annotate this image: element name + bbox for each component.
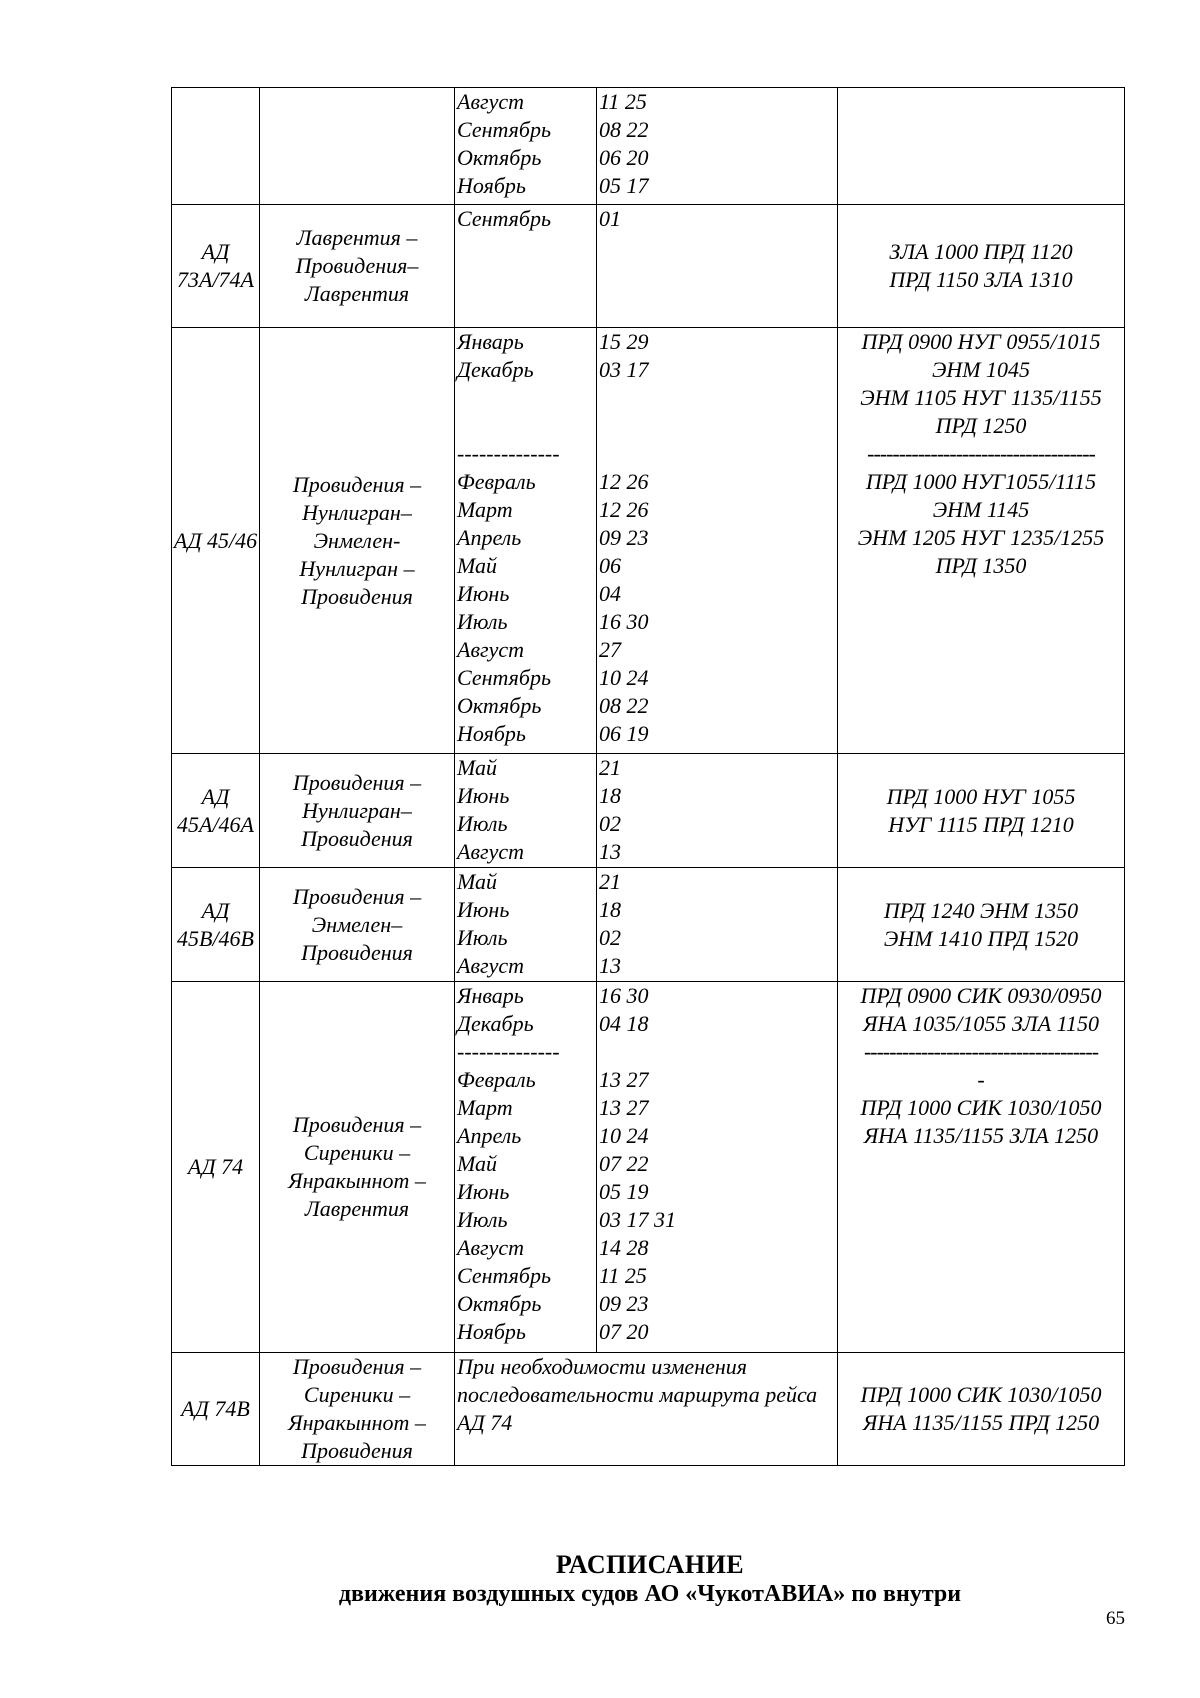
day-values: 08 22 <box>599 117 649 142</box>
flight-dates <box>455 754 838 868</box>
month-label: Февраль <box>457 1067 536 1092</box>
day-values: 10 24 <box>599 665 649 690</box>
time-line: ПРД 1350 <box>935 553 1027 578</box>
month-label: Январь <box>457 983 524 1008</box>
time-line: ПРД 1150 ЗЛА 1310 <box>889 267 1073 292</box>
schedule-row <box>172 982 1125 1353</box>
flight-times <box>838 982 1125 1353</box>
flight-code: АД 74 <box>172 982 260 1353</box>
day-values: 05 17 <box>599 173 649 198</box>
time-line: ЭНМ 1410 ПРД 1520 <box>883 925 1079 951</box>
month-label: Ноябрь <box>457 721 526 746</box>
schedule-row <box>172 88 1125 205</box>
month-label: Октябрь <box>457 145 542 170</box>
month-label: Май <box>457 755 498 780</box>
day-values: 07 20 <box>599 1319 649 1344</box>
flight-route: Провидения – Сиреники – Янракыннот – Провидения <box>260 1353 455 1466</box>
month-label: Октябрь <box>457 1291 542 1316</box>
flight-code <box>172 88 260 205</box>
month-label: Апрель <box>457 525 522 550</box>
month-label: Июнь <box>457 1179 510 1204</box>
schedule-row <box>172 205 1125 328</box>
day-values <box>599 440 837 468</box>
dates-grid <box>455 205 837 327</box>
days-column <box>597 205 837 327</box>
schedule-row <box>172 1353 1125 1466</box>
month-label: -------------- <box>457 441 560 466</box>
day-values: 04 18 <box>599 1011 649 1036</box>
month-label: Август <box>457 839 524 864</box>
month-label <box>457 412 596 440</box>
day-values: 09 23 <box>599 1291 649 1316</box>
flight-times <box>838 205 1125 328</box>
flight-dates <box>455 868 838 982</box>
time-line: ПРД 1000 НУГ1055/1115 <box>865 469 1097 494</box>
month-label: Июнь <box>457 897 510 922</box>
day-values: 06 19 <box>599 721 649 746</box>
month-label: -------------- <box>457 1039 560 1064</box>
month-label: Август <box>457 1235 524 1260</box>
day-values: 13 27 <box>599 1095 649 1120</box>
day-values: 13 <box>599 953 621 978</box>
day-values: 21 <box>599 755 621 780</box>
flight-code: АД 45В/46В <box>172 868 260 982</box>
flight-times <box>838 88 1125 205</box>
day-values: 09 23 <box>599 525 649 550</box>
day-values: 16 30 <box>599 609 649 634</box>
flight-dates <box>455 982 838 1353</box>
day-values <box>599 412 837 440</box>
day-values: 03 17 31 <box>599 1207 676 1232</box>
day-values: 04 <box>599 581 621 606</box>
month-label: Июль <box>457 1207 508 1232</box>
dates-grid <box>455 868 837 981</box>
month-label: Апрель <box>457 1123 522 1148</box>
day-values <box>599 384 837 412</box>
time-line: ЭНМ 1045 <box>931 357 1031 382</box>
months-column <box>455 88 597 204</box>
time-line: ЭНМ 1105 НУГ 1135/1155 <box>860 385 1102 410</box>
time-line: ПРД 0900 НУГ 0955/1015 <box>861 329 1101 354</box>
schedule-heading-subtitle: движения воздушных судов АО «ЧукотАВИА» по внутри <box>338 1581 962 1607</box>
months-column <box>455 754 597 867</box>
schedule-note <box>455 1353 838 1466</box>
flight-code: АД 45/46 <box>172 328 260 754</box>
day-values <box>599 1038 837 1066</box>
day-values: 08 22 <box>599 693 649 718</box>
month-label: Май <box>457 1151 498 1176</box>
day-values: 06 <box>599 553 621 578</box>
flight-route: Провидения – Нунлигран– Провидения <box>260 754 455 868</box>
day-values: 27 <box>599 637 621 662</box>
time-line: ------------------------------------- <box>863 1039 1099 1064</box>
month-label: Август <box>457 637 524 662</box>
flight-times <box>838 328 1125 754</box>
dates-grid <box>455 88 837 204</box>
month-label: Сентябрь <box>457 206 551 231</box>
day-values: 06 20 <box>599 145 649 170</box>
schedule-table <box>171 87 1125 1466</box>
day-values: 18 <box>599 897 621 922</box>
flight-times <box>838 868 1125 982</box>
schedule-note-text: При необходимости изменения последовательности маршрута рейса АД 74 <box>457 1354 823 1435</box>
flight-dates <box>455 328 838 754</box>
day-values: 15 29 <box>599 329 649 354</box>
day-values: 14 28 <box>599 1235 649 1260</box>
flight-dates <box>455 88 838 205</box>
flight-times <box>838 754 1125 868</box>
flight-route: Провидения – Нунлигран– Энмелен- Нунлигран – Провидения <box>260 328 455 754</box>
days-column <box>597 88 837 204</box>
month-label: Ноябрь <box>457 173 526 198</box>
time-line: ПРД 1240 ЭНМ 1350 <box>883 897 1079 923</box>
month-label: Июнь <box>457 783 510 808</box>
month-label: Июль <box>457 925 508 950</box>
day-values: 10 24 <box>599 1123 649 1148</box>
months-column <box>455 868 597 981</box>
months-column <box>455 205 597 327</box>
schedule-heading-title: РАСПИСАНИЕ <box>555 1550 745 1579</box>
time-line: ЯНА 1135/1155 ПРД 1250 <box>862 1410 1100 1435</box>
dates-grid <box>455 982 837 1352</box>
time-line: ПРД 1000 СИК 1030/1050 <box>860 1095 1102 1120</box>
time-line: ЗЛА 1000 ПРД 1120 <box>889 239 1073 264</box>
months-column <box>455 328 597 753</box>
flight-code: АД 45А/46А <box>172 754 260 868</box>
page-number: 65 <box>1106 1608 1125 1629</box>
day-values: 02 <box>599 925 621 950</box>
day-values: 11 25 <box>599 89 647 114</box>
month-label: Октябрь <box>457 693 542 718</box>
days-column <box>597 754 837 867</box>
flight-route <box>260 88 455 205</box>
schedule-row <box>172 754 1125 868</box>
month-label: Май <box>457 553 498 578</box>
flight-code: АД 74В <box>172 1353 260 1466</box>
day-values: 16 30 <box>599 983 649 1008</box>
day-values: 13 <box>599 839 621 864</box>
time-line: ПРД 0900 СИК 0930/0950 <box>860 983 1102 1008</box>
month-label: Декабрь <box>457 357 534 382</box>
flight-dates <box>455 205 838 328</box>
days-column <box>597 868 837 981</box>
month-label: Март <box>457 1095 513 1120</box>
time-line: ПРД 1000 НУГ 1055 <box>886 783 1076 809</box>
month-label: Июль <box>457 811 508 836</box>
day-values: 12 26 <box>599 469 649 494</box>
month-label: Июль <box>457 609 508 634</box>
months-column <box>455 982 597 1352</box>
day-values: 05 19 <box>599 1179 649 1204</box>
days-column <box>597 328 837 753</box>
month-label: Ноябрь <box>457 1319 526 1344</box>
month-label: Сентябрь <box>457 117 551 142</box>
schedule-row <box>172 328 1125 754</box>
day-values: 13 27 <box>599 1067 649 1092</box>
time-line: ЯНА 1135/1155 ЗЛА 1250 <box>863 1123 1099 1148</box>
day-values: 01 <box>599 206 621 231</box>
day-values: 12 26 <box>599 497 649 522</box>
month-label: Январь <box>457 329 524 354</box>
schedule-row <box>172 868 1125 982</box>
dates-grid <box>455 328 837 753</box>
month-label: Февраль <box>457 469 536 494</box>
time-line: ПРД 1250 <box>935 413 1027 438</box>
month-label: Май <box>457 869 498 894</box>
day-values: 02 <box>599 811 621 836</box>
days-column <box>597 982 837 1352</box>
time-line: ПРД 1000 СИК 1030/1050 <box>860 1382 1102 1407</box>
day-values: 03 17 <box>599 357 649 382</box>
time-line: ЭНМ 1145 <box>932 497 1030 522</box>
month-label <box>457 384 596 412</box>
month-label: Март <box>457 497 513 522</box>
day-values: 07 22 <box>599 1151 649 1176</box>
flight-route: Провидения – Энмелен– Провидения <box>260 868 455 982</box>
time-line: - <box>977 1067 985 1092</box>
month-label: Август <box>457 953 524 978</box>
time-line: ЯНА 1035/1055 ЗЛА 1150 <box>863 1011 1099 1036</box>
day-values: 18 <box>599 783 621 808</box>
time-line: ЭНМ 1205 НУГ 1235/1255 <box>857 525 1105 550</box>
schedule-table-body <box>172 88 1125 1466</box>
day-values: 21 <box>599 869 621 894</box>
month-label: Декабрь <box>457 1011 534 1036</box>
flight-code: АД 73А/74А <box>172 205 260 328</box>
month-label: Август <box>457 89 524 114</box>
month-label: Сентябрь <box>457 1263 551 1288</box>
month-label: Сентябрь <box>457 665 551 690</box>
month-label: Июнь <box>457 581 510 606</box>
time-line: НУГ 1115 ПРД 1210 <box>888 811 1074 837</box>
time-line: ------------------------------------ <box>867 441 1095 466</box>
flight-route: Лаврентия – Провидения– Лаврентия <box>260 205 455 328</box>
flight-times <box>838 1353 1125 1466</box>
dates-grid <box>455 754 837 867</box>
day-values: 11 25 <box>599 1263 647 1288</box>
flight-route: Провидения – Сиреники – Янракыннот – Лаврентия <box>260 982 455 1353</box>
